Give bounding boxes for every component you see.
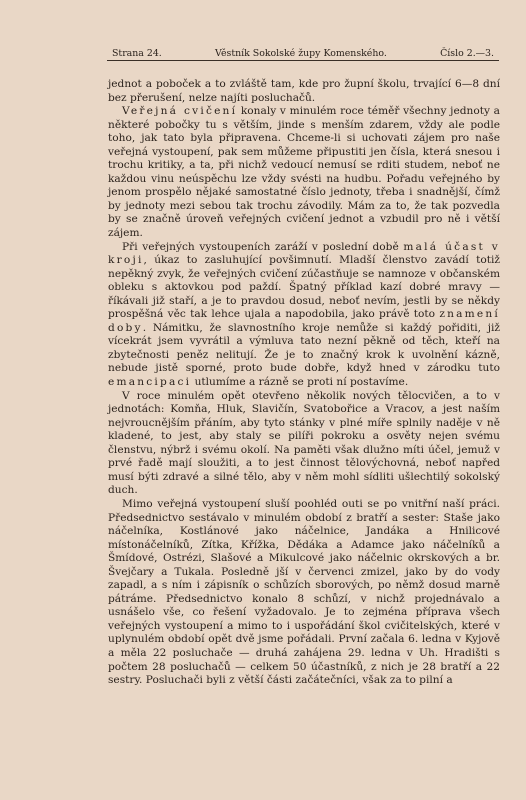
paragraph-5 — [108, 498, 500, 688]
paragraph-3-text-d: utlumíme a rázně se proti ní postavíme. — [191, 376, 409, 389]
running-header — [112, 48, 494, 59]
paragraph-2-lead: Veřejná cvičení — [122, 105, 238, 118]
paragraph-3 — [108, 241, 500, 390]
paragraph-4-text: V roce minulém opět otevřeno několik nových tělocvičen, a to v jednotách: Komňa, Hluk, Slavičín, Svatobořice a Vracov, a jest naším nejvroucnějším přáním, aby tyto stánky v plné míře splnily naděje v ně kladené, to jest, aby staly se pilíři pokroku a osvěty nejen svému členstvu, nýbrž i svému okolí. Na paměti však dlužno míti účel, jemuž v prvé řadě mají sloužiti, a to jest činnost tělovýchovná, neboť napřed musí býti zdravé a silné tělo, aby v něm mohl sídliti ušlechtilý sokolský duch. — [108, 389, 500, 497]
paragraph-3-text-c: . Námitku, že slavnostního kroje nemůže si každý pořiditi, již vícekrát jsem vyvrátil a výmluva tato nezní pěkně od těch, kteří na zbytečnosti peněz nelitují. Že je to značný krok k uvolnění kázně, nebude jistě sporné, proto bude dobře, když hned v zárodku tuto — [108, 321, 500, 375]
paragraph-1-text: jednot a poboček a to zvláště tam, kde pro župní školu, trvající 6—8 dní bez přerušení, nelze najíti posluchačů. — [108, 78, 500, 104]
paragraph-3-emphasis-3: emancipaci — [108, 376, 192, 389]
journal-title: Věstník Sokolské župy Komenského. — [215, 48, 387, 59]
paragraph-5-text: Mimo veřejná vystoupení sluší poohléd outi se po vnitřní naší práci. Předsednictvo sestávalo v minulém období z bratří a sester: Staše jako náčelníka, Kostlánové jako náčelnice, Jandáka a Hnilicové místonáčelníků, Zítka, Křížka, Dědáka a Adamce jako náčelníků a Šmídové, Ostrézi, Slašové a Mikulcové jako náčelnic okrskových a br. Švejčary a Tukala. Posledně jší v červenci zmizel, jako by do vody zapadl, a s ním i zápisník o schůzích sborových, po němž dosud marně pátráme. Předsednictvo konalo 8 schůzí, v nichž projednávalo a usnášelo vše, co řešení vyžadovalo. Je to zejména příprava všech veřejných vystoupení a mimo to i uspořádání škol cvičitelských, které v uplynulém období opět dvě jsme pořádali. První začala 6. ledna v Kyjově a měla 22 posluchače — druhá zahájena 29. ledna v Uh. Hradišti s počtem 28 posluchačů — celkem 50 účastníků, z nich je 28 bratří a 22 sestry. Posluchači byli z větší části začátečníci, však za to pilní a — [108, 497, 500, 687]
paragraph-3-text-a: Při veřejných vystoupeních zaráží v poslední době — [122, 240, 404, 253]
paragraph-2-text: konaly v minulém roce téměř všechny jednoty a některé pobočky tu s větším, jinde s menším zdarem, vždy ale podle toho, jak tato byla připravena. Chceme-li si uchovati zájem pro naše veřejná vystoupení, pak sem můžeme připustiti jen čísla, která snesou i trochu kritiky, a ta, při nichž vedoucí nemusí se rditi studem, neboť ne každou vinu neúspěchu lze vždy svésti na hudbu. Pořadu veřejného by jenom prospělo nějaké samostatné číslo jednoty, třeba i snadnější, čímž by jednoty mezi sebou tak trochu závodily. Mám za to, že tak pozvedla by se značně úroveň veřejných cvičení jednot a vzbudil pro ně i větší zájem. — [108, 105, 500, 240]
issue-number: Číslo 2.—3. — [440, 48, 494, 59]
paragraph-4 — [108, 390, 500, 498]
paragraph-2 — [108, 105, 500, 240]
page-number: Strana 24. — [112, 48, 162, 59]
paragraph-3-text-b: , úkaz to zasluhující povšimnutí. Mladší členstvo zavádí totiž nepěkný zvyk, že veřejných cvičení zúčastňuje se namnoze v občanském obleku s aktovkou pod paždí. Špatný příklad kazí dobré mravy — říkávali již staří, a je to pravdou dosud, neboť nevím, jestli by se někdy prospěšná věc tak lehce ujala a napodobila, jako právě toto — [108, 254, 500, 321]
paragraph-3-emphasis-1: malá účast v kroji — [108, 240, 500, 267]
header-rule — [107, 60, 499, 61]
paragraph-1 — [108, 78, 500, 105]
article-body — [108, 78, 500, 688]
paragraph-3-emphasis-2: znamení doby — [108, 308, 500, 334]
